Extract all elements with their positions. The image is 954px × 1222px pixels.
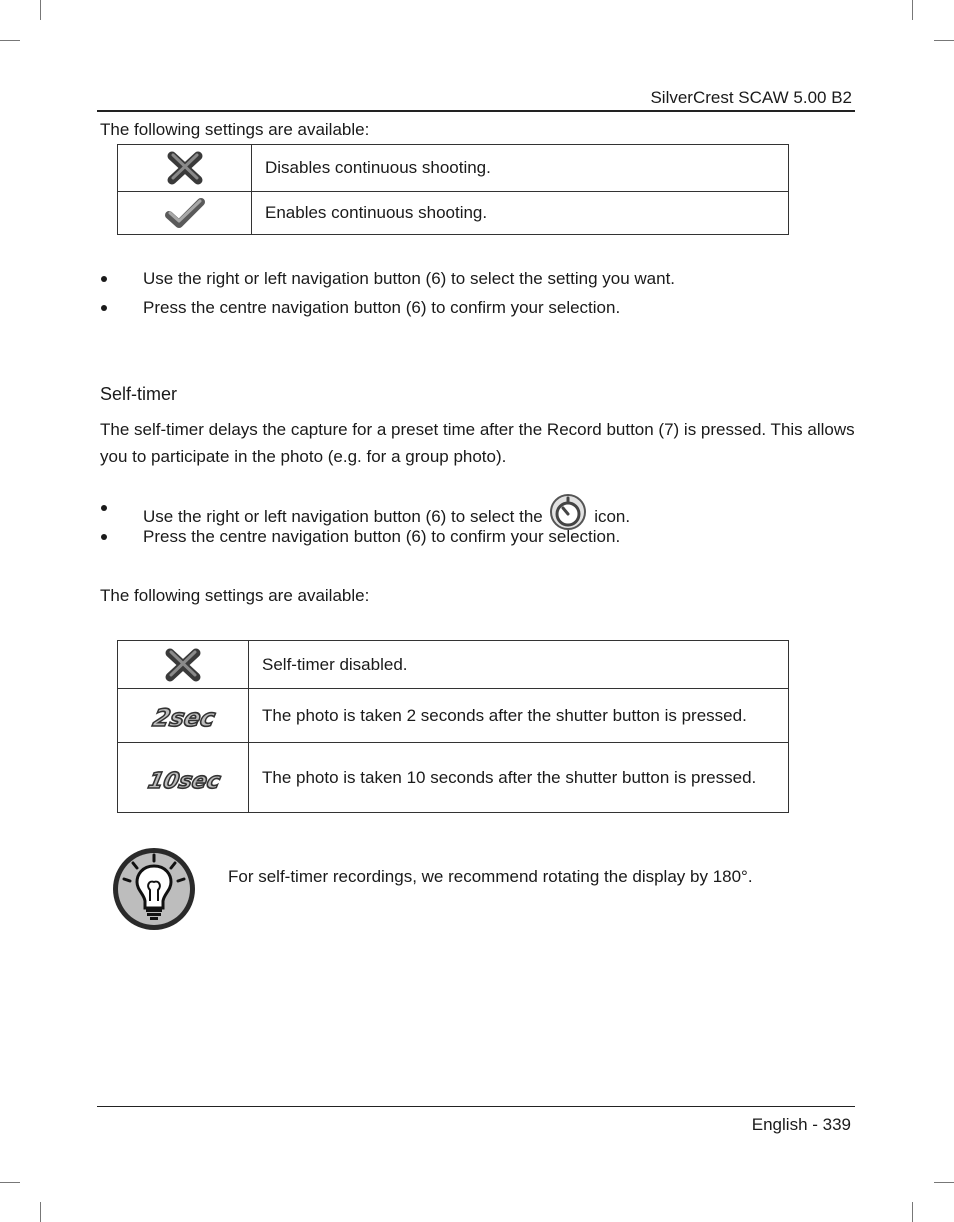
section-heading: Self-timer (100, 384, 178, 404)
cross-icon (163, 647, 203, 683)
ten-sec-icon (145, 754, 223, 802)
table-row (118, 192, 789, 235)
crop-mark (0, 1182, 20, 1183)
setting-description: The photo is taken 10 seconds after the shutter button is pressed. (249, 743, 789, 813)
two-sec-icon (150, 695, 218, 737)
self-timer-settings-table (117, 640, 789, 813)
self-timer-bullets (100, 493, 630, 551)
icon-cell (118, 743, 249, 813)
list-item: Press the centre navigation button (6) to confirm your selection. (100, 522, 630, 551)
crop-mark (0, 40, 20, 41)
setting-description: Enables continuous shooting. (252, 192, 789, 235)
footer-divider (97, 1106, 855, 1107)
crop-mark (934, 1182, 954, 1183)
crop-mark (40, 0, 41, 20)
crop-mark (912, 1202, 913, 1222)
list-item: Use the right or left navigation button (6) to select the setting you want. (100, 264, 675, 293)
page-number: English - 339 (751, 1115, 851, 1134)
setting-description: Self-timer disabled. (249, 641, 789, 689)
continuous-bullets (100, 264, 675, 322)
checkmark-icon (164, 197, 206, 229)
setting-description: Disables continuous shooting. (252, 145, 789, 192)
continuous-settings-table (117, 144, 789, 235)
lightbulb-icon (111, 846, 197, 932)
page-header (97, 86, 855, 112)
crop-mark (912, 0, 913, 20)
crop-mark (934, 40, 954, 41)
ten-sec-icon-text: 10sec (145, 767, 223, 794)
icon-cell (118, 641, 249, 689)
table-row (118, 145, 789, 192)
self-timer-paragraph: The self-timer delays the capture for a preset time after the Record button (7) is pressed. This allows you to participate in the photo (e.g. for a group photo). (100, 420, 855, 466)
bullet-text: Use the right or left navigation button (6) to select the (143, 507, 543, 526)
self-timer-settings-intro: The following settings are available: (100, 586, 370, 605)
tip-text: For self-timer recordings, we recommend rotating the display by 180°. (228, 867, 753, 886)
icon-cell (118, 689, 249, 743)
bullet-text: icon. (594, 507, 631, 526)
icon-cell (118, 192, 252, 235)
crop-mark (40, 1202, 41, 1222)
header-title: SilverCrest SCAW 5.00 B2 (650, 88, 852, 107)
continuous-settings-intro: The following settings are available: (100, 120, 370, 139)
list-item: Press the centre navigation button (6) to confirm your selection. (100, 293, 675, 322)
two-sec-icon-text: 2sec (150, 702, 218, 732)
cross-icon (165, 150, 205, 186)
icon-cell (118, 145, 252, 192)
setting-description: The photo is taken 2 seconds after the shutter button is pressed. (249, 689, 789, 743)
table-row (118, 743, 789, 813)
table-row (118, 689, 789, 743)
list-item (100, 493, 631, 526)
table-row (118, 641, 789, 689)
